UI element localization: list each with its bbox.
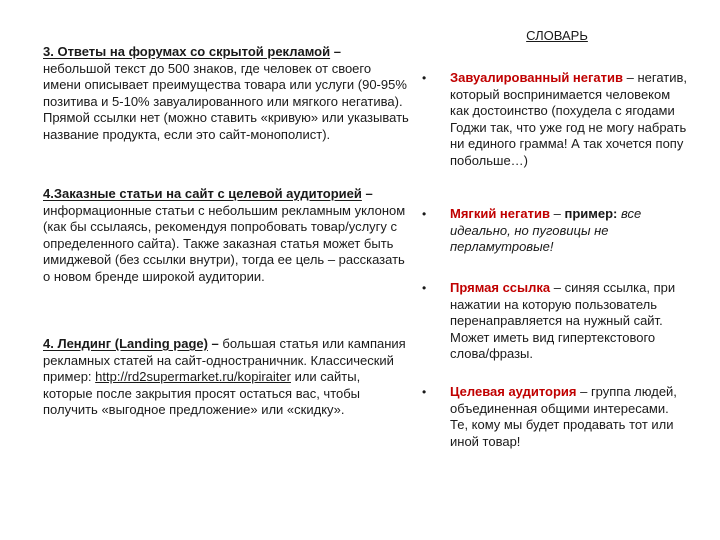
section-landing-page-text: большая статья или кампания рекламных статей на сайт-одностраничник. Классический пример: [43, 336, 406, 384]
example-link[interactable]: http://rd2supermarket.ru/kopiraiter [95, 369, 291, 384]
glossary-term: Прямая ссылка [450, 280, 551, 295]
section-landing-page [43, 336, 411, 419]
bullet-icon: • [422, 207, 427, 221]
glossary-item-target-audience [422, 384, 690, 450]
section-dash: – [330, 44, 341, 59]
bullet-icon: • [422, 281, 427, 295]
section-ordered-articles-heading: 4.Заказные статьи на сайт с целевой аудиторией [43, 186, 362, 201]
glossary-definition: – группа людей, объединенная общими интересами. Те, кому мы будет продавать тот или иной товар! [450, 384, 677, 449]
section-landing-page-text-end: или сайты, которые после закрытия просят остаться вас, чтобы получить «выгодное предложение» или «скидку». [43, 369, 361, 417]
glossary-item-soft-negative [422, 206, 690, 256]
section-forum-answers [43, 44, 411, 143]
section-dash: – [207, 336, 219, 351]
section-ordered-articles [43, 186, 411, 285]
glossary-example-label: пример: [564, 206, 618, 221]
glossary-example: все идеально, но пуговицы не перламутровые! [450, 206, 642, 254]
section-dash: – [361, 186, 373, 201]
bullet-icon: • [422, 385, 427, 399]
glossary-title: СЛОВАРЬ [526, 28, 588, 43]
section-forum-answers-heading: 3. Ответы на форумах со скрытой рекламой [43, 44, 331, 59]
bullet-icon: • [422, 71, 427, 85]
glossary-term: Завуалированный негатив [450, 70, 623, 85]
glossary-definition: – синяя ссылка, при нажатии на которую пользователь перенаправляется на нужный сайт. Может иметь вид гипертекстового слова/фразы. [450, 280, 676, 361]
glossary-definition: – [550, 206, 565, 221]
section-landing-page-heading: 4. Лендинг (Landing page) [43, 336, 208, 351]
glossary-item-direct-link [422, 280, 690, 363]
section-ordered-articles-text: информационные статьи с небольшим рекламным уклоном (как бы ссылаясь, рекомендуя попробовать товар/услугу с определенного сайта). Также заказная статья может быть имиджевой (без ссылки внутри), тогда ее цель – рассказать о новом бренде широкой аудитории. [43, 202, 406, 284]
glossary-definition: – негатив, который воспринимается человеком как достоинство (похудела с ягодами Годжи так, что уже год не могу набрать ни единого грамма! А так хочется попу побольше…) [450, 70, 687, 168]
glossary-term: Целевая аудитория [450, 384, 577, 399]
glossary-item-veiled-negative [422, 70, 690, 169]
glossary-term: Мягкий негатив [450, 206, 551, 221]
section-forum-answers-text: небольшой текст до 500 знаков, где человек от своего имени описывает преимущества товара или услуги (90-95% позитива и 5-10% завуалированного или мягкого негатива). Прямой ссылки нет (можно ставить «кривую» или указывать название продукта, если это сайт-монополист). [43, 60, 409, 142]
